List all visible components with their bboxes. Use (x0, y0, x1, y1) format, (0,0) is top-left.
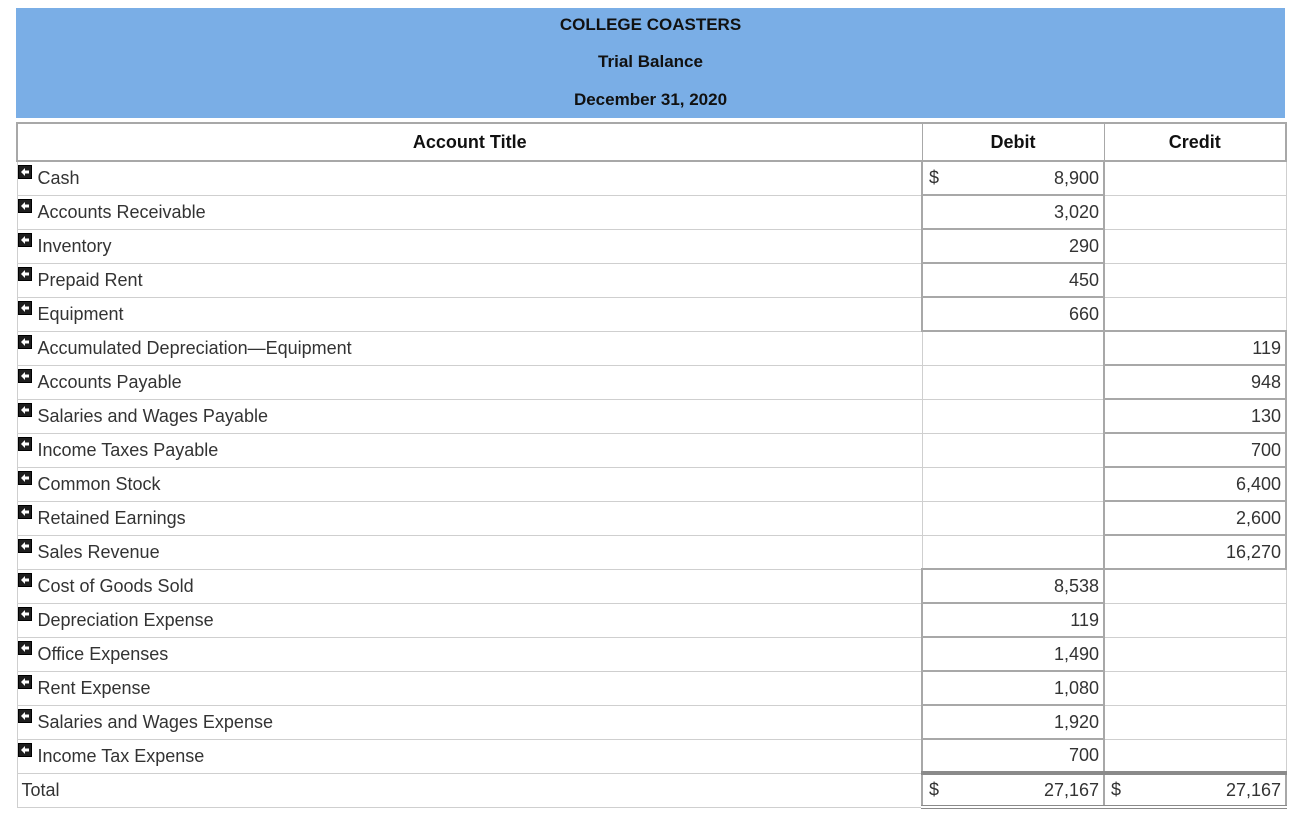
credit-cell (1104, 263, 1286, 297)
total-label: Total (17, 773, 922, 807)
debit-cell (922, 501, 1104, 535)
debit-value: 8,900 (1053, 167, 1099, 188)
account-title: Office Expenses (37, 643, 169, 664)
table-row (17, 603, 1286, 637)
credit-header: Credit (1104, 123, 1286, 161)
credit-cell[interactable] (1104, 467, 1286, 501)
account-title-cell (17, 637, 922, 671)
account-title-cell (17, 705, 922, 739)
credit-value: 948 (1250, 371, 1281, 392)
account-title: Inventory (37, 235, 112, 256)
company-name: COLLEGE COASTERS (559, 15, 742, 34)
credit-value: 2,600 (1235, 507, 1281, 528)
table-row (17, 365, 1286, 399)
account-title-cell (17, 365, 922, 399)
drag-handle-arrow-icon[interactable] (18, 743, 32, 757)
account-title-cell (17, 331, 922, 365)
account-title-cell (17, 535, 922, 569)
total-row (17, 773, 1286, 807)
debit-cell[interactable] (922, 263, 1104, 297)
debit-cell[interactable] (922, 229, 1104, 263)
total-credit-value: 27,167 (1225, 779, 1281, 800)
debit-value: 1,920 (1053, 711, 1099, 732)
account-title: Rent Expense (37, 677, 151, 698)
debit-cell[interactable] (922, 671, 1104, 705)
account-title: Income Tax Expense (37, 745, 205, 766)
drag-handle-arrow-icon[interactable] (18, 709, 32, 723)
statement-date: December 31, 2020 (573, 90, 728, 109)
drag-handle-arrow-icon[interactable] (18, 301, 32, 315)
total-credit-dollar: $ (1111, 779, 1122, 800)
credit-cell[interactable] (1104, 433, 1286, 467)
debit-cell (922, 399, 1104, 433)
debit-cell (922, 331, 1104, 365)
account-title-cell (17, 467, 922, 501)
account-title: Cash (37, 167, 80, 188)
table-row (17, 569, 1286, 603)
credit-cell (1104, 569, 1286, 603)
total-debit-value: 27,167 (1043, 779, 1099, 800)
statement-header (16, 8, 1285, 118)
credit-value: 6,400 (1235, 473, 1281, 494)
table-row (17, 467, 1286, 501)
account-title-header: Account Title (17, 123, 922, 161)
drag-handle-arrow-icon[interactable] (18, 607, 32, 621)
account-title-cell (17, 263, 922, 297)
account-title-cell (17, 433, 922, 467)
account-title: Common Stock (37, 473, 161, 494)
credit-cell (1104, 297, 1286, 331)
debit-value: 290 (1068, 235, 1099, 256)
account-title: Accounts Receivable (37, 201, 206, 222)
drag-handle-arrow-icon[interactable] (18, 369, 32, 383)
table-row (17, 739, 1286, 773)
debit-cell[interactable] (922, 161, 1104, 195)
account-title-cell (17, 399, 922, 433)
table-row (17, 671, 1286, 705)
drag-handle-arrow-icon[interactable] (18, 267, 32, 281)
debit-cell (922, 467, 1104, 501)
credit-cell (1104, 637, 1286, 671)
account-title-cell (17, 671, 922, 705)
credit-cell (1104, 161, 1286, 195)
debit-value: 700 (1068, 745, 1099, 765)
table-row (17, 331, 1286, 365)
account-title-cell (17, 161, 922, 195)
table-row (17, 399, 1286, 433)
debit-value: 1,490 (1053, 643, 1099, 664)
account-title: Accumulated Depreciation—Equipment (37, 337, 352, 358)
credit-cell[interactable] (1104, 365, 1286, 399)
account-title: Income Taxes Payable (37, 439, 219, 460)
total-credit-cell (1104, 773, 1286, 807)
account-title: Equipment (37, 303, 124, 324)
debit-cell[interactable] (922, 705, 1104, 739)
debit-cell (922, 535, 1104, 569)
drag-handle-arrow-icon[interactable] (18, 403, 32, 417)
debit-value: 119 (1070, 609, 1099, 630)
total-debit-dollar: $ (929, 779, 940, 800)
credit-cell (1104, 739, 1286, 773)
account-title-cell (17, 603, 922, 637)
table-header-row (17, 123, 1286, 161)
debit-cell[interactable] (922, 739, 1104, 773)
credit-value: 16,270 (1225, 541, 1281, 562)
drag-handle-arrow-icon[interactable] (18, 165, 32, 179)
debit-value: 450 (1068, 269, 1099, 290)
credit-cell[interactable] (1104, 331, 1286, 365)
debit-cell[interactable] (922, 569, 1104, 603)
account-title: Salaries and Wages Expense (37, 711, 273, 732)
table-row (17, 433, 1286, 467)
drag-handle-arrow-icon[interactable] (18, 335, 32, 349)
account-title-cell (17, 501, 922, 535)
table-row (17, 263, 1286, 297)
statement-title: Trial Balance (598, 52, 703, 71)
credit-cell[interactable] (1104, 501, 1286, 535)
credit-cell (1104, 671, 1286, 705)
account-title-cell (17, 569, 922, 603)
drag-handle-arrow-icon[interactable] (18, 641, 32, 655)
account-title-cell (17, 195, 922, 229)
account-title: Sales Revenue (37, 541, 160, 562)
debit-cell[interactable] (922, 637, 1104, 671)
drag-handle-arrow-icon[interactable] (18, 233, 32, 247)
drag-handle-arrow-icon[interactable] (18, 539, 32, 553)
debit-value: 660 (1068, 303, 1099, 324)
trial-balance-table (16, 122, 1287, 809)
credit-cell (1104, 705, 1286, 739)
drag-handle-arrow-icon[interactable] (18, 505, 32, 519)
account-title: Depreciation Expense (37, 609, 214, 630)
table-row (17, 535, 1286, 569)
account-title: Cost of Goods Sold (37, 575, 194, 596)
credit-cell (1104, 195, 1286, 229)
account-title: Accounts Payable (37, 371, 182, 392)
credit-value: 130 (1250, 405, 1281, 426)
table-row (17, 229, 1286, 263)
account-title: Retained Earnings (37, 507, 186, 528)
total-debit-cell (922, 773, 1104, 807)
drag-handle-arrow-icon[interactable] (18, 573, 32, 587)
account-title-cell (17, 297, 922, 331)
debit-cell[interactable] (922, 297, 1104, 331)
debit-dollar: $ (929, 167, 940, 188)
debit-cell[interactable] (922, 603, 1104, 637)
drag-handle-arrow-icon[interactable] (18, 437, 32, 451)
debit-cell[interactable] (922, 195, 1104, 229)
debit-header: Debit (922, 123, 1104, 161)
table-row (17, 705, 1286, 739)
debit-cell (922, 365, 1104, 399)
credit-value: 119 (1252, 337, 1281, 358)
credit-cell[interactable] (1104, 535, 1286, 569)
account-title-cell (17, 229, 922, 263)
debit-value: 3,020 (1053, 201, 1099, 222)
credit-cell (1104, 229, 1286, 263)
credit-value: 700 (1250, 439, 1281, 460)
debit-cell (922, 433, 1104, 467)
drag-handle-arrow-icon[interactable] (18, 199, 32, 213)
account-title: Prepaid Rent (37, 269, 143, 290)
drag-handle-arrow-icon[interactable] (18, 471, 32, 485)
drag-handle-arrow-icon[interactable] (18, 675, 32, 689)
account-title: Salaries and Wages Payable (37, 405, 268, 426)
table-row (17, 161, 1286, 195)
credit-cell[interactable] (1104, 399, 1286, 433)
table-row (17, 297, 1286, 331)
account-title-cell (17, 739, 922, 773)
credit-cell (1104, 603, 1286, 637)
table-row (17, 637, 1286, 671)
table-row (17, 501, 1286, 535)
debit-value: 8,538 (1053, 575, 1099, 596)
table-row (17, 195, 1286, 229)
debit-value: 1,080 (1053, 677, 1099, 698)
